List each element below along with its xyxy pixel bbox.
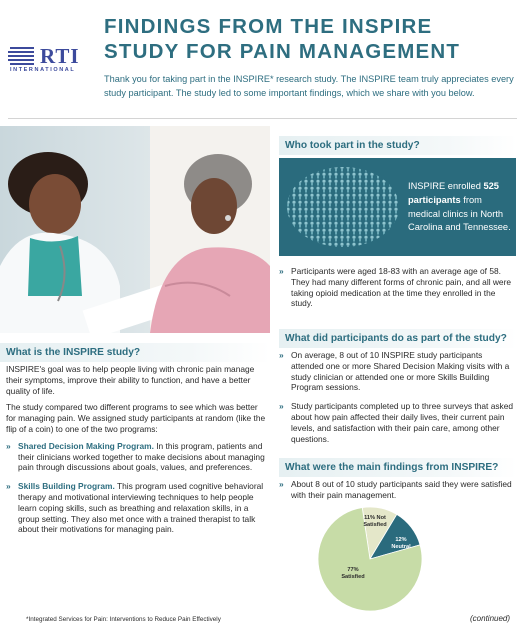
header-divider — [8, 118, 517, 119]
list-item — [279, 479, 515, 501]
program-description: In this program, patients and their clinicians worked together to make decisions about managing pain through discussions about goals, values, and preferences. — [18, 440, 265, 473]
footnote: *Integrated Services for Pain: Interventions to Reduce Pain Effectively — [26, 616, 221, 623]
section-heading-what-is: What is the INSPIRE study? — [0, 343, 270, 362]
enrollment-callout — [279, 158, 516, 256]
bullet-marker: » — [279, 401, 284, 412]
section-heading-findings: What were the main findings from INSPIRE? — [279, 458, 517, 477]
list-item — [279, 401, 515, 444]
what-is-section — [6, 364, 268, 543]
bullet-marker: » — [279, 266, 284, 276]
logo-text: RTI — [40, 44, 80, 68]
enroll-post: from medical clinics in North Carolina and Tennessee. — [408, 194, 511, 233]
list-item-text: On average, 8 out of 10 INSPIRE study participants attended one or more Shared Decision Making visits with a study clinician or attended one or more Skills Building Program sessions. — [291, 350, 510, 393]
enrollment-text — [408, 180, 512, 235]
section-heading-what-did: What did participants do as part of the study? — [279, 329, 517, 348]
program-item — [6, 441, 268, 473]
program-description: This program used cognitive behavioral therapy and motivational interviewing techniques to help people learn coping skills, such as breathing and relaxation skills, in a group setting. They also met once with a trained therapist to talk about their motivations for managing pain. — [18, 481, 264, 535]
pie-label-satisfied: 77% Satisfied — [341, 567, 365, 580]
bullet-marker: » — [6, 481, 11, 492]
rti-globe-icon — [8, 45, 38, 67]
satisfaction-pie-chart — [316, 505, 424, 613]
list-item-text: Study participants completed up to three surveys that asked about how pain affected their daily lives, their current pain levels, and satisfaction with their pain care, among other questions. — [291, 401, 514, 444]
clinician-patient-photo — [0, 126, 270, 333]
pie-label-not-satisfied: 11% Not Satisfied — [363, 515, 387, 528]
list-item — [279, 350, 515, 393]
program-name: Shared Decision Making Program. — [18, 440, 154, 451]
what-is-paragraph-2: The study compared two different programs to see which was better for managing pain. We assigned study participants at random (like the flip of a coin) to one of the two programs: — [6, 402, 266, 434]
what-did-section — [279, 350, 515, 452]
section-heading-who: Who took part in the study? — [279, 136, 517, 155]
intro-text: Thank you for taking part in the INSPIRE* research study. The INSPIRE team truly appreciates every study participant. The study led to some important findings, which we share with you below. — [104, 74, 514, 98]
program-item — [6, 481, 268, 535]
page-title: FINDINGS FROM THE INSPIRE STUDY FOR PAIN MANAGEMENT — [104, 15, 461, 63]
who-details — [279, 266, 515, 317]
bullet-marker: » — [6, 440, 11, 451]
list-item-text: About 8 out of 10 study participants said they were satisfied with their pain management. — [291, 479, 512, 500]
participants-crowd-icon — [279, 158, 404, 256]
list-item — [279, 266, 515, 309]
continued-note: (continued) — [470, 614, 511, 623]
enroll-pre: INSPIRE enrolled — [408, 181, 484, 191]
enroll-count: 525 participants — [408, 181, 499, 205]
logo-subtext: INTERNATIONAL — [10, 67, 76, 73]
bullet-marker: » — [279, 479, 284, 489]
bullet-marker: » — [279, 350, 284, 360]
what-is-paragraph-1: INSPIRE's goal was to help people living with chronic pain manage their symptoms, improve their ability to function, and have a better quality of life. — [6, 364, 255, 396]
pie-label-neutral: 12% Neutral — [391, 537, 411, 550]
list-item-text: Participants were aged 18-83 with an average age of 58. They had many different forms of chronic pain, and all were taking opioid medication at the time they enrolled in the study. — [291, 266, 512, 309]
program-name: Skills Building Program. — [18, 481, 115, 492]
rti-logo — [8, 45, 88, 81]
